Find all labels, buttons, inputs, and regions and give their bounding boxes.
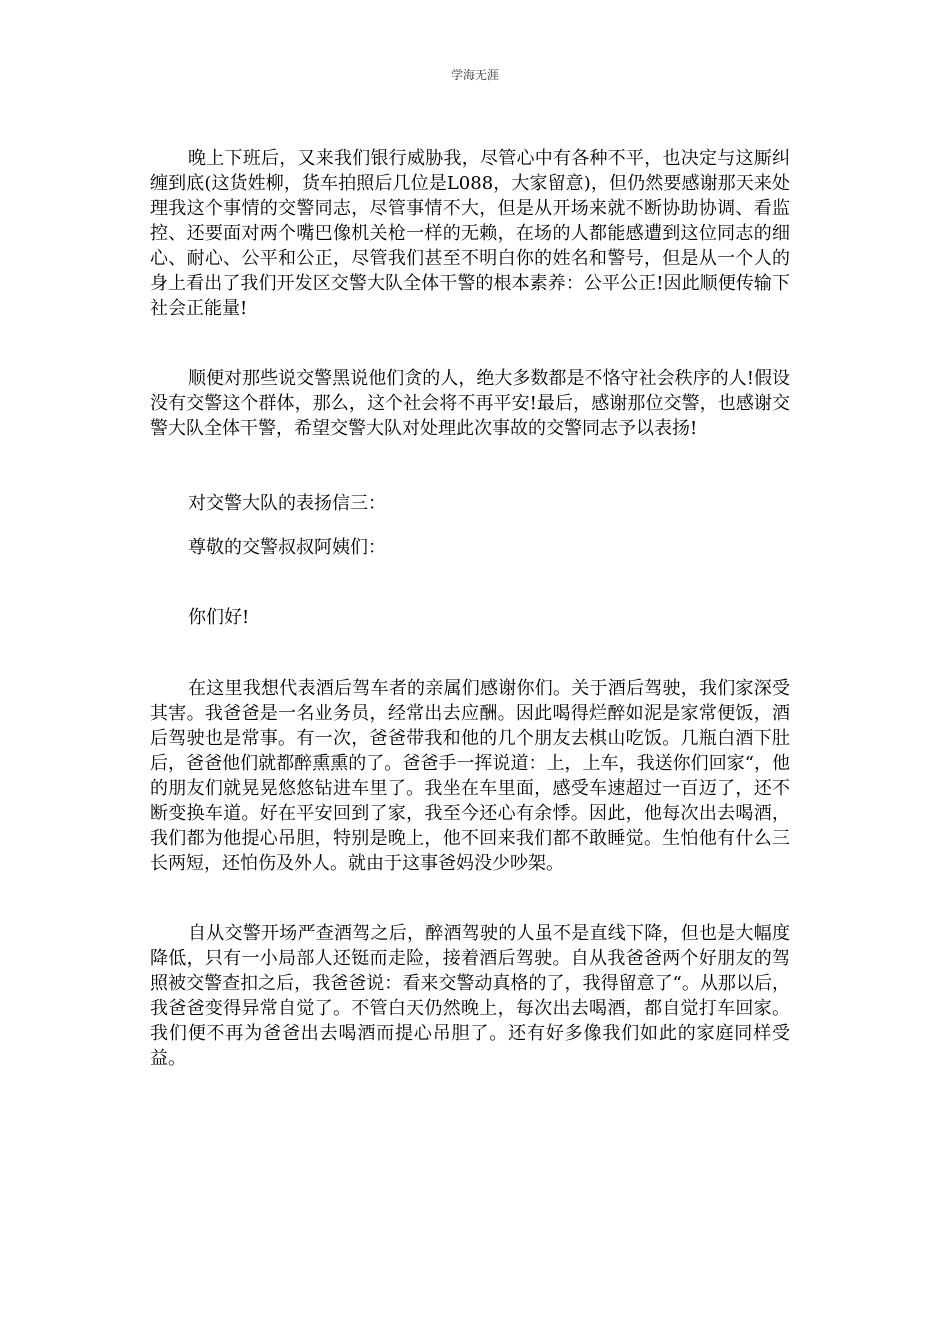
letter-greeting: 你们好! [188, 607, 250, 628]
letter-salutation: 尊敬的交警叔叔阿姨们： [188, 537, 386, 558]
paragraph-4: 自从交警开场严查酒驾之后，醉酒驾驶的人虽不是直线下降，但也是大幅度降低，只有一小局部人还铤而走险，接着酒后驾驶。自从我爸爸两个好朋友的驾照被交警查扣之后，我爸爸说：看来交警动真格的了，我得留意了“。从那以后，我爸爸变得异常自觉了。不管白天仍然晚上，每次出去喝酒，都自觉打车回家。我们便不再为爸爸出去喝酒而提心吊胆了。还有好多像我们如此的家庭同样受益。 [150, 923, 790, 1069]
letter-title: 对交警大队的表扬信三： [188, 493, 386, 514]
document-body [150, 146, 790, 1071]
page-header: 学海无涯 [450, 68, 499, 82]
paragraph-3: 在这里我想代表酒后驾车者的亲属们感谢你们。关于酒后驾驶，我们家深受其害。我爸爸是一名业务员，经常出去应酬。因此喝得烂醉如泥是家常便饭，酒后驾驶也是常事。有一次，爸爸带我和他的几个朋友去棋山吃饭。几瓶白酒下肚后，爸爸他们就都醉熏熏的了。爸爸手一挥说道：上，上车，我送你们回家“，他的朋友们就晃晃悠悠钻进车里了。我坐在车里面，感受车速超过一百迈了，还不断变换车道。好在平安回到了家，我至今还心有余悸。因此，他每次出去喝酒，我们都为他提心吊胆，特别是晚上，他不回来我们都不敢睡觉。生怕他有什么三长两短，还怕伤及外人。就由于这事爸妈没少吵架。 [150, 678, 790, 874]
paragraph-2: 顺便对那些说交警黑说他们贪的人，绝大多数都是不恪守社会秩序的人!假设没有交警这个群体，那么，这个社会将不再平安!最后，感谢那位交警，也感谢交警大队全体干警，希望交警大队对处理此次事故的交警同志予以表扬! [150, 368, 790, 439]
paragraph-1: 晚上下班后，又来我们银行威胁我，尽管心中有各种不平，也决定与这厮纠缠到底(这货姓柳，货车拍照后几位是L088，大家留意)，但仍然要感谢那天来处理我这个事情的交警同志，尽管事情不大，但是从开场来就不断协助协调、看监控、还要面对两个嘴巴像机关枪一样的无赖，在场的人都能感遭到这位同志的细心、耐心、公平和公正，尽管我们甚至不明白你的姓名和警号，但是从一个人的身上看出了我们开发区交警大队全体干警的根本素养：公平公正!因此顺便传输下社会正能量! [150, 148, 790, 319]
